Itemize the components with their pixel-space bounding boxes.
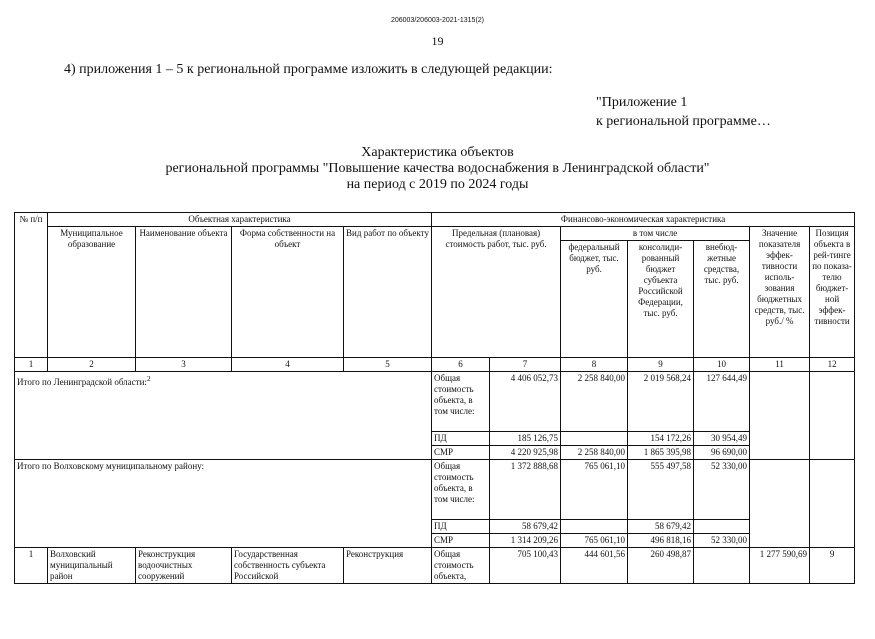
federal-budget: 2 258 840,00 bbox=[561, 446, 628, 460]
header-num: № п/п bbox=[15, 213, 48, 358]
header-indicator: Значение показателя эффек-тивности исполь-зования бюджетных средств, тыс. руб./ % bbox=[750, 227, 810, 358]
cost-kind: Общая стоимость объекта, bbox=[432, 548, 490, 584]
rating-position bbox=[810, 460, 855, 548]
header-object-name: Наименование объекта bbox=[136, 227, 232, 358]
ownership: Государственная собственность субъекта Российской bbox=[232, 548, 344, 584]
total-cost: 705 100,43 bbox=[490, 548, 561, 584]
extrabudget-funds bbox=[694, 520, 750, 534]
table-row bbox=[15, 460, 855, 520]
object-name: Реконструкция водоочистных сооружений bbox=[136, 548, 232, 584]
column-number: 8 bbox=[561, 358, 628, 372]
cost-kind: ПД bbox=[432, 520, 490, 534]
column-number: 11 bbox=[750, 358, 810, 372]
document-number: 206003/206003-2021-1315(2) bbox=[390, 17, 485, 24]
rating-position bbox=[810, 372, 855, 460]
work-type: Реконструкция bbox=[344, 548, 432, 584]
cost-kind: ПД bbox=[432, 432, 490, 446]
indicator-value bbox=[750, 372, 810, 460]
document-title bbox=[0, 145, 875, 193]
header-including: в том числе bbox=[561, 227, 750, 241]
header-ownership: Форма собственности на объект bbox=[232, 227, 344, 358]
table-row bbox=[15, 548, 855, 584]
column-number-row bbox=[15, 358, 855, 372]
column-number: 9 bbox=[628, 358, 694, 372]
header-federal: федеральный бюджет, тыс. руб. bbox=[561, 241, 628, 358]
region-total-label: Итого по Ленинградской области:$^2$ bbox=[15, 372, 432, 460]
header-position: Позиция объекта в рей-тинге по показа-телю бюджет-ной эффек-тивности bbox=[810, 227, 855, 358]
header-work-type: Вид работ по объекту bbox=[344, 227, 432, 358]
extrabudget-funds: 127 644,49 bbox=[694, 372, 750, 432]
cost-kind: СМР bbox=[432, 446, 490, 460]
total-cost: 1 314 209,26 bbox=[490, 534, 561, 548]
appendix-line-2: к региональной программе… bbox=[596, 114, 771, 129]
column-number: 6 bbox=[432, 358, 490, 372]
total-cost: 185 126,75 bbox=[490, 432, 561, 446]
extrabudget-funds: 52 330,00 bbox=[694, 534, 750, 548]
federal-budget: 765 061,10 bbox=[561, 460, 628, 520]
column-number: 7 bbox=[490, 358, 561, 372]
column-number: 10 bbox=[694, 358, 750, 372]
column-number: 1 bbox=[15, 358, 48, 372]
consolidated-budget: 58 679,42 bbox=[628, 520, 694, 534]
federal-budget bbox=[561, 432, 628, 446]
title-line-2: региональной программы "Повышение качества водоснабжения в Ленинградской области" bbox=[165, 161, 710, 176]
consolidated-budget: 496 818,16 bbox=[628, 534, 694, 548]
indicator-value bbox=[750, 460, 810, 548]
total-cost: 1 372 888,68 bbox=[490, 460, 561, 520]
column-number: 12 bbox=[810, 358, 855, 372]
cost-kind: Общая стоимость объекта, в том числе: bbox=[432, 372, 490, 432]
row-number: 1 bbox=[15, 548, 48, 584]
total-cost: 58 679,42 bbox=[490, 520, 561, 534]
consolidated-budget: 260 498,87 bbox=[628, 548, 694, 584]
federal-budget bbox=[561, 520, 628, 534]
federal-budget: 765 061,10 bbox=[561, 534, 628, 548]
volkhov-total-label: Итого по Волховскому муниципальному району: bbox=[15, 460, 432, 548]
column-number: 2 bbox=[48, 358, 136, 372]
consolidated-budget: 1 865 395,98 bbox=[628, 446, 694, 460]
column-number: 3 bbox=[136, 358, 232, 372]
total-cost: 4 406 052,73 bbox=[490, 372, 561, 432]
federal-budget: 444 601,56 bbox=[561, 548, 628, 584]
municipality: Волховский муниципальный район bbox=[48, 548, 136, 584]
header-max-cost: Предельная (плановая) стоимость работ, тыс. руб. bbox=[432, 227, 561, 358]
consolidated-budget: 2 019 568,24 bbox=[628, 372, 694, 432]
extrabudget-funds bbox=[694, 548, 750, 584]
total-cost: 4 220 925,98 bbox=[490, 446, 561, 460]
appendix-heading bbox=[596, 93, 771, 131]
header-extrabudget: внебюд-жетные средства, тыс. руб. bbox=[694, 241, 750, 358]
header-finance-group: Финансово-экономическая характеристика bbox=[432, 213, 855, 227]
footnote-mark: 2 bbox=[146, 374, 151, 383]
column-number: 5 bbox=[344, 358, 432, 372]
objects-table bbox=[14, 212, 855, 584]
header-consolidated: консолиди-рованный бюджет субъекта Российской Федерации, тыс. руб. bbox=[628, 241, 694, 358]
instruction-paragraph: 4) приложения 1 – 5 к региональной программе изложить в следующей редакции: bbox=[64, 62, 553, 77]
page-number: 19 bbox=[431, 34, 444, 48]
column-number: 4 bbox=[232, 358, 344, 372]
header-municipality: Муниципальное образование bbox=[48, 227, 136, 358]
title-line-3: на период с 2019 по 2024 годы bbox=[346, 177, 529, 192]
table-row bbox=[15, 372, 855, 432]
consolidated-budget: 555 497,58 bbox=[628, 460, 694, 520]
extrabudget-funds: 96 690,00 bbox=[694, 446, 750, 460]
cost-kind: СМР bbox=[432, 534, 490, 548]
extrabudget-funds: 52 330,00 bbox=[694, 460, 750, 520]
title-line-1: Характеристика объектов bbox=[361, 145, 514, 160]
cost-kind: Общая стоимость объекта, в том числе: bbox=[432, 460, 490, 520]
federal-budget: 2 258 840,00 bbox=[561, 372, 628, 432]
consolidated-budget: 154 172,26 bbox=[628, 432, 694, 446]
indicator-value: 1 277 590,69 bbox=[750, 548, 810, 584]
extrabudget-funds: 30 954,49 bbox=[694, 432, 750, 446]
rating-position: 9 bbox=[810, 548, 855, 584]
header-object-group: Объектная характеристика bbox=[48, 213, 432, 227]
appendix-line-1: "Приложение 1 bbox=[596, 95, 688, 110]
